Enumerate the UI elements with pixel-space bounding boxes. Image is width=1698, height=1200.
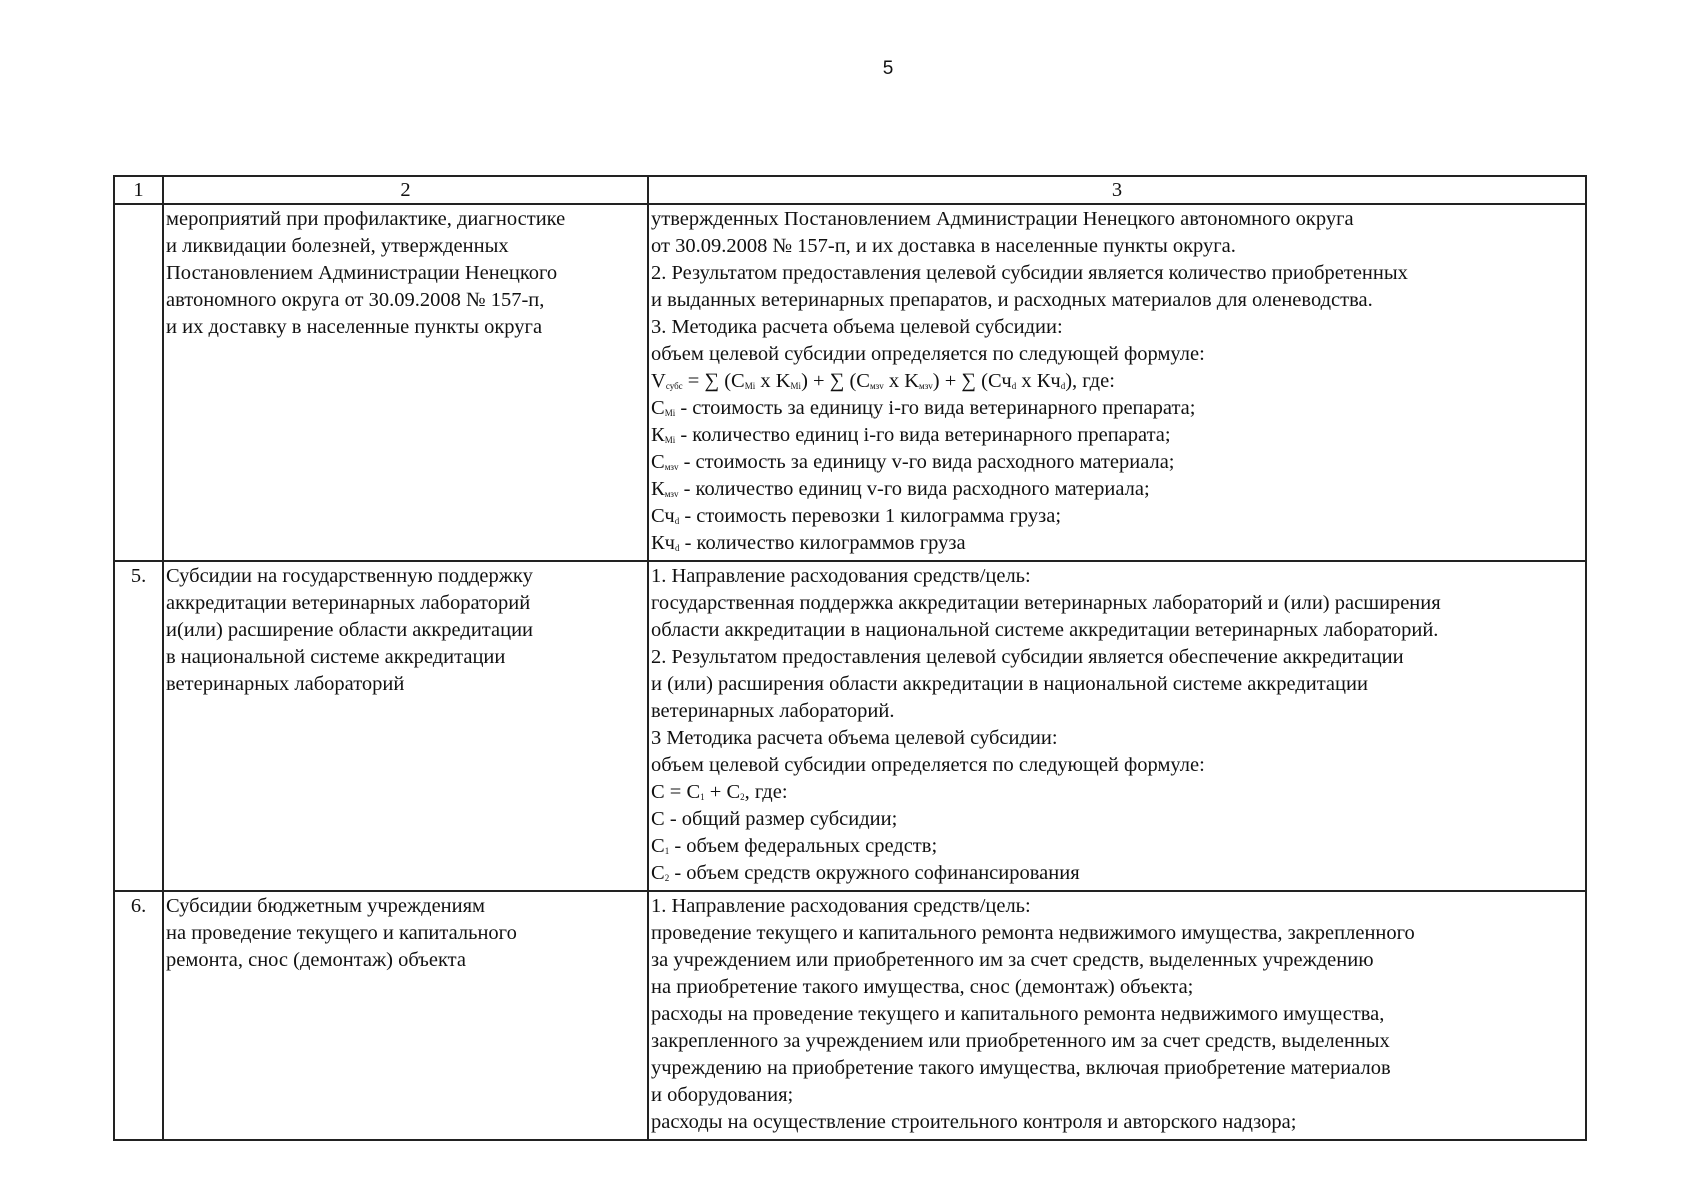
text-line: ветеринарных лабораторий <box>166 673 405 695</box>
table-row <box>114 561 1586 891</box>
text-line: 2. Результатом предоставления целевой субсидии является обеспечение аккредитации <box>651 646 1404 668</box>
header-col-1: 1 <box>114 176 163 204</box>
header-col-3: 3 <box>648 176 1586 204</box>
row-number <box>114 204 163 561</box>
text-line: 3 Методика расчета объема целевой субсидии: <box>651 727 1058 749</box>
text-line: утвержденных Постановлением Администрации Ненецкого автономного округа <box>651 208 1354 230</box>
definition-line: $С_1$ - объем федеральных средств; <box>651 835 938 857</box>
text-line: учреждению на приобретение такого имущества, включая приобретение материалов <box>651 1057 1391 1079</box>
text-line: государственная поддержка аккредитации ветеринарных лабораторий и (или) расширения <box>651 592 1441 614</box>
subsidy-details-cell <box>648 891 1586 1140</box>
subsidy-details-cell <box>648 204 1586 561</box>
text-line: Субсидии бюджетным учреждениям <box>166 895 486 917</box>
text-line: 2. Результатом предоставления целевой субсидии является количество приобретенных <box>651 262 1408 284</box>
text-line: расходы на проведение текущего и капитального ремонта недвижимого имущества, <box>651 1003 1385 1025</box>
text-line: и (или) расширения области аккредитации в национальной системе аккредитации <box>651 673 1368 695</box>
text-line: автономного округа от 30.09.2008 № 157-п, <box>166 289 545 311</box>
row-number: 6. <box>114 891 163 1140</box>
formula-line: $V_{субс}$ = ∑ ($С_{Mi}$ x $K_{Mi}$) + ∑ ($С_{мзv}$ x $K_{мзv}$) + ∑ ($Сч_d$ x $Кч_d$), где: <box>651 370 1115 392</box>
page-number: 5 <box>882 58 894 79</box>
formula-line: $С = С_1 + С_2$, где: <box>651 781 788 803</box>
definition-line: $К_{мзv}$ - количество единиц v-го вида расходного материала; <box>651 478 1150 500</box>
text-line: и оборудования; <box>651 1084 794 1106</box>
table-header-row <box>114 176 1586 204</box>
definition-line: $Сч_d$ - стоимость перевозки 1 килограмма груза; <box>651 505 1062 527</box>
table-row <box>114 891 1586 1140</box>
text-line: и выданных ветеринарных препаратов, и расходных материалов для оленеводства. <box>651 289 1373 311</box>
text-line: и их доставку в населенные пункты округа <box>166 316 543 338</box>
text-line: аккредитации ветеринарных лабораторий <box>166 592 531 614</box>
text-line: закрепленного за учреждением или приобретенного им за счет средств, выделенных <box>651 1030 1390 1052</box>
row-number: 5. <box>114 561 163 891</box>
definition-line: $С_{Mi}$ - стоимость за единицу i-го вида ветеринарного препарата; <box>651 397 1196 419</box>
text-line: на проведение текущего и капитального <box>166 922 517 944</box>
text-line: расходы на осуществление строительного контроля и авторского надзора; <box>651 1111 1297 1133</box>
table-row <box>114 204 1586 561</box>
text-line: и ликвидации болезней, утвержденных <box>166 235 509 257</box>
subsidy-name-cell <box>163 891 648 1140</box>
definition-line: $К_{Mi}$ - количество единиц i-го вида ветеринарного препарата; <box>651 424 1171 446</box>
subsidy-name-cell <box>163 561 648 891</box>
text-line: за учреждением или приобретенного им за счет средств, выделенных учреждению <box>651 949 1374 971</box>
text-line: Субсидии на государственную поддержку <box>166 565 533 587</box>
text-line: от 30.09.2008 № 157-п, и их доставка в населенные пункты округа. <box>651 235 1236 257</box>
subsidy-name-cell <box>163 204 648 561</box>
text-line: 1. Направление расходования средств/цель: <box>651 565 1031 587</box>
text-line: ветеринарных лабораторий. <box>651 700 895 722</box>
text-line: проведение текущего и капитального ремонта недвижимого имущества, закрепленного <box>651 922 1415 944</box>
text-line: в национальной системе аккредитации <box>166 646 506 668</box>
definition-line: С - общий размер субсидии; <box>651 808 898 830</box>
text-line: на приобретение такого имущества, снос (демонтаж) объекта; <box>651 976 1194 998</box>
subsidy-details-cell <box>648 561 1586 891</box>
text-line: и(или) расширение области аккредитации <box>166 619 534 641</box>
subsidies-table <box>113 175 1587 1141</box>
text-line: 1. Направление расходования средств/цель: <box>651 895 1031 917</box>
text-line: области аккредитации в национальной системе аккредитации ветеринарных лабораторий. <box>651 619 1439 641</box>
definition-line: $С_{мзv}$ - стоимость за единицу v-го вида расходного материала; <box>651 451 1175 473</box>
text-line: объем целевой субсидии определяется по следующей формуле: <box>651 754 1205 776</box>
text-line: ремонта, снос (демонтаж) объекта <box>166 949 466 971</box>
text-line: мероприятий при профилактике, диагностике <box>166 208 566 230</box>
definition-line: $С_2$ - объем средств окружного софинансирования <box>651 862 1080 884</box>
definition-line: $Кч_d$ - количество килограммов груза <box>651 532 966 554</box>
text-line: 3. Методика расчета объема целевой субсидии: <box>651 316 1063 338</box>
text-line: Постановлением Администрации Ненецкого <box>166 262 558 284</box>
text-line: объем целевой субсидии определяется по следующей формуле: <box>651 343 1205 365</box>
header-col-2: 2 <box>163 176 648 204</box>
